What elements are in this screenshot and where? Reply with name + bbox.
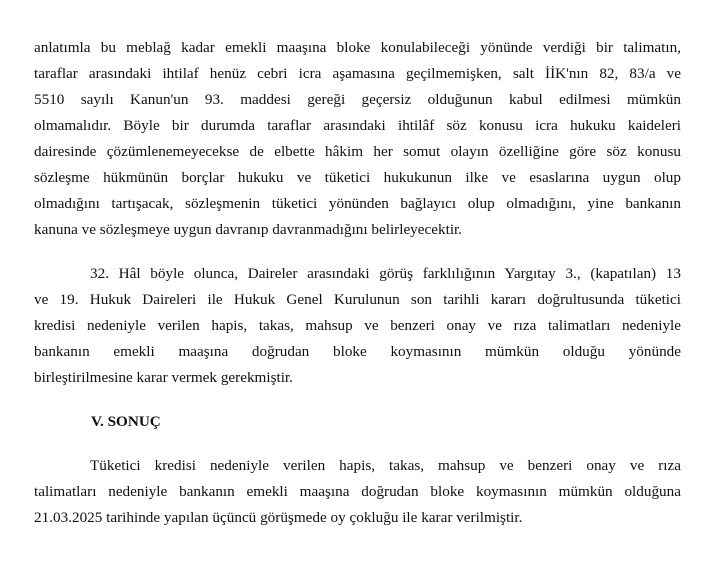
paragraph-line: olmamalıdır. Böyle bir durumda taraflar arasındaki ihtilâf söz konusu icra hukuku kaideleri <box>34 117 681 134</box>
paragraph-line: sözleşme hükmünün borçlar hukuku ve tüketici hukukunun ilke ve esaslarına uygun olup <box>34 169 681 186</box>
paragraph-line: Tüketici kredisi nedeniyle verilen hapis, takas, mahsup ve benzeri onay ve rıza <box>90 457 681 474</box>
paragraph-line: bankanın emekli maaşına doğrudan bloke koymasının mümkün olduğu yönünde <box>34 343 681 360</box>
paragraph-line: 21.03.2025 tarihinde yapılan üçüncü görüşmede oy çokluğu ile karar verilmiştir. <box>34 509 523 526</box>
paragraph-line: olmadığını tartışacak, sözleşmenin tüketici yönünden bağlayıcı olup olmadığını, yine bankanın <box>34 195 681 212</box>
paragraph-line: anlatımla bu meblağ kadar emekli maaşına bloke konulabileceği yönünde verdiği bir talimatın, <box>34 39 681 56</box>
paragraph-line: 32. Hâl böyle olunca, Daireler arasındaki görüş farklılığının Yargıtay 3., (kapatılan) 13 <box>90 265 681 282</box>
paragraph-line: kredisi nedeniyle verilen hapis, takas, mahsup ve benzeri onay ve rıza talimatları nedeniyle <box>34 317 681 334</box>
paragraph-line: taraflar arasındaki ihtilaf henüz cebri icra aşamasına geçilmemişken, salt İİK'nın 82, 83/a ve <box>34 65 681 82</box>
paragraph-line: talimatları nedeniyle bankanın emekli maaşına doğrudan bloke koymasının mümkün olduğuna <box>34 483 681 500</box>
paragraph-line: ve 19. Hukuk Daireleri ile Hukuk Genel Kurulunun son tarihli kararı doğrultusunda tüketici <box>34 291 681 308</box>
paragraph-line: kanuna ve sözleşmeye uygun davranıp davranmadığını belirleyecektir. <box>34 221 463 238</box>
paragraph-line: 5510 sayılı Kanun'un 93. maddesi gereği geçersiz olduğunun kabul edilmesi mümkün <box>34 91 681 108</box>
paragraph-line: birleştirilmesine karar vermek gerekmiştir. <box>34 369 293 386</box>
section-heading: V. SONUÇ <box>91 413 161 430</box>
paragraph-line: dairesinde çözümlenemeyecekse de elbette hâkim her somut olayın özelliğine göre söz konusu <box>34 143 681 160</box>
